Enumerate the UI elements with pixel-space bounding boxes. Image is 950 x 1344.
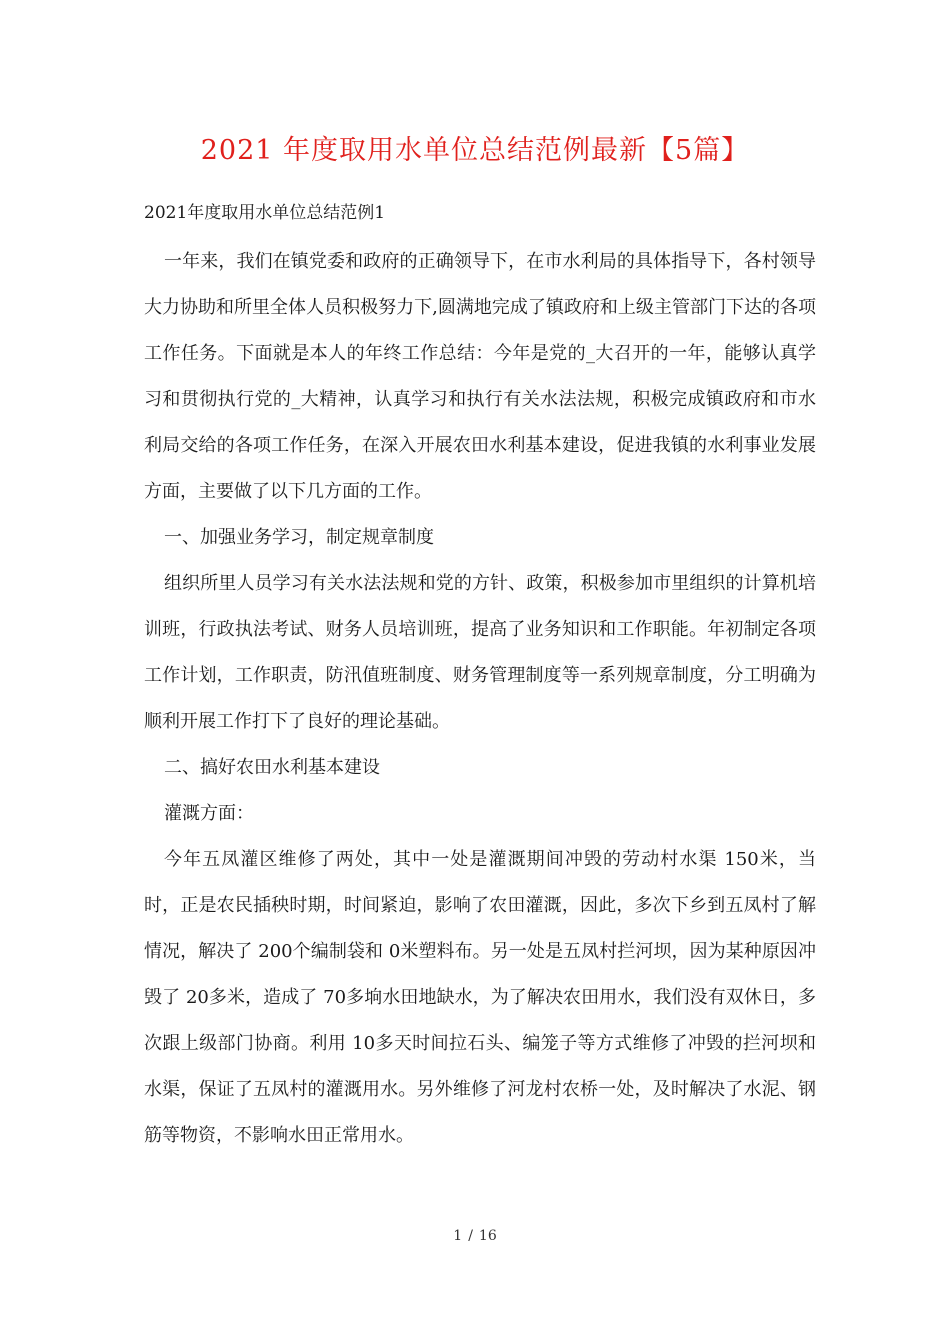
- page-total: 16: [478, 1228, 497, 1244]
- page-separator: /: [468, 1228, 473, 1244]
- document-subtitle: 2021年度取用水单位总结范例1: [144, 203, 386, 223]
- page-number: [0, 1226, 950, 1246]
- irrigation-label: 灌溉方面：: [164, 803, 254, 824]
- page-current: 1: [453, 1228, 463, 1244]
- section-heading-2: 二、搞好农田水利基本建设: [164, 757, 380, 778]
- paragraph-section-1: 组织所里人员学习有关水法法规和党的方针、政策，积极参加市里组织的计算机培训班，行政执法考试、财务人员培训班，提高了业务知识和工作职能。年初制定各项工作计划，工作职责，防汛值班制度、财务管理制度等一系列规章制度，分工明确为顺利开展工作打下了良好的理论基础。: [144, 573, 816, 732]
- paragraph-intro: 一年来，我们在镇党委和政府的正确领导下，在市水利局的具体指导下，各村领导大力协助和所里全体人员积极努力下,圆满地完成了镇政府和上级主管部门下达的各项工作任务。下面就是本人的年终工作总结：今年是党的_大召开的一年，能够认真学习和贯彻执行党的_大精神，认真学习和执行有关水法法规，积极完成镇政府和市水利局交给的各项工作任务，在深入开展农田水利基本建设，促进我镇的水利事业发展方面，主要做了以下几方面的工作。: [144, 251, 816, 502]
- paragraph-irrigation: 今年五凤灌区维修了两处，其中一处是灌溉期间冲毁的劳动村水渠 150米，当时，正是农民插秧时期，时间紧迫，影响了农田灌溉，因此，多次下乡到五凤村了解情况，解决了 200个编制袋和 0米塑料布。另一处是五凤村拦河坝，因为某种原因冲毁了 20多米，造成了 70多垧水田地缺水，为了解决农田用水，我们没有双休日，多次跟上级部门协商。利用 10多天时间拉石头、编笼子等方式维修了冲毁的拦河坝和水渠，保证了五凤村的灌溉用水。另外维修了河龙村农桥一处，及时解决了水泥、钢筋等物资，不影响水田正常用水。: [144, 849, 816, 1146]
- document-title: 2021 年度取用水单位总结范例最新【5篇】: [200, 135, 750, 166]
- section-heading-1: 一、加强业务学习，制定规章制度: [164, 527, 434, 548]
- document-body: [144, 201, 816, 1159]
